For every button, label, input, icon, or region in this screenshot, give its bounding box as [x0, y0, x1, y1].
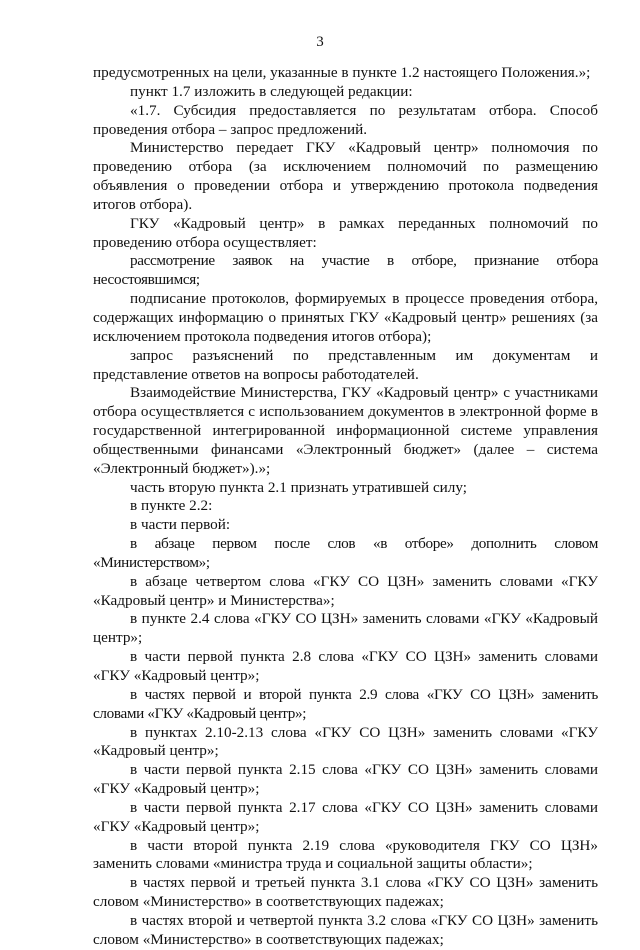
paragraph: в частях первой и третьей пункта 3.1 слова «ГКУ СО ЦЗН» заменить словом «Министерство» в соответствующих падежах;: [93, 874, 598, 911]
paragraph: предусмотренных на цели, указанные в пункте 1.2 настоящего Положения.»;: [93, 64, 591, 81]
paragraph: часть вторую пункта 2.1 признать утратившей силу;: [130, 478, 468, 496]
paragraph: в пунктах 2.10-2.13 слова «ГКУ СО ЦЗН» заменить словами «ГКУ «Кадровый центр»;: [93, 723, 598, 760]
paragraph: в пункте 2.4 слова «ГКУ СО ЦЗН» заменить словами «ГКУ «Кадровый центр»;: [93, 610, 598, 647]
paragraph: пункт 1.7 изложить в следующей редакции:: [130, 82, 413, 100]
paragraph: Взаимодействие Министерства, ГКУ «Кадровый центр» с участниками отбора осуществляется с использованием документов в электронной форме в государственной интегрированной информационной системе управления общественными финансами «Электронный бюджет» (далее – система «Электронный бюджет»).»;: [93, 384, 598, 477]
paragraph: в частях второй и четвертой пункта 3.2 слова «ГКУ СО ЦЗН» заменить словом «Министерство» в соответствующих падежах;: [93, 911, 598, 948]
paragraph: в части первой:: [130, 516, 231, 534]
paragraph: запрос разъяснений по представленным им документам и представление ответов на вопросы работодателей.: [93, 346, 598, 383]
paragraph: «1.7. Субсидия предоставляется по результатам отбора. Способ проведения отбора – запрос предложений.: [93, 101, 598, 138]
paragraph: в пункте 2.2:: [130, 497, 213, 515]
paragraph: в части первой пункта 2.15 слова «ГКУ СО ЦЗН» заменить словами «ГКУ «Кадровый центр»;: [93, 761, 598, 798]
paragraph: в абзаце четвертом слова «ГКУ СО ЦЗН» заменить словами «ГКУ «Кадровый центр» и Министерства»;: [93, 572, 598, 609]
paragraph: Министерство передает ГКУ «Кадровый центр» полномочия по проведению отбора (за исключением полномочий по размещению объявления о проведении отбора и утверждению протокола подведения итогов отбора).: [93, 139, 598, 213]
page-number: 3: [316, 34, 324, 50]
paragraph: рассмотрение заявок на участие в отборе, признание отбора несостоявшимся;: [93, 252, 598, 289]
paragraph: в части первой пункта 2.17 слова «ГКУ СО ЦЗН» заменить словами «ГКУ «Кадровый центр»;: [93, 798, 598, 835]
paragraph: ГКУ «Кадровый центр» в рамках переданных полномочий по проведению отбора осуществляет:: [93, 214, 598, 251]
paragraph: в абзаце первом после слов «в отборе» дополнить словом «Министерством»;: [93, 535, 598, 571]
paragraph: в части второй пункта 2.19 слова «руководителя ГКУ СО ЦЗН» заменить словами «министра труда и социальной защиты области»;: [93, 836, 598, 873]
paragraph: подписание протоколов, формируемых в процессе проведения отбора, содержащих информацию о принятых ГКУ «Кадровый центр» решениях (за исключением протокола подведения итогов отбора);: [93, 290, 598, 345]
paragraph: в части первой пункта 2.8 слова «ГКУ СО ЦЗН» заменить словами «ГКУ «Кадровый центр»;: [93, 648, 598, 684]
paragraph: в частях первой и второй пункта 2.9 слова «ГКУ СО ЦЗН» заменить словами «ГКУ «Кадровый центр»;: [93, 685, 598, 722]
document-body: [93, 64, 598, 950]
